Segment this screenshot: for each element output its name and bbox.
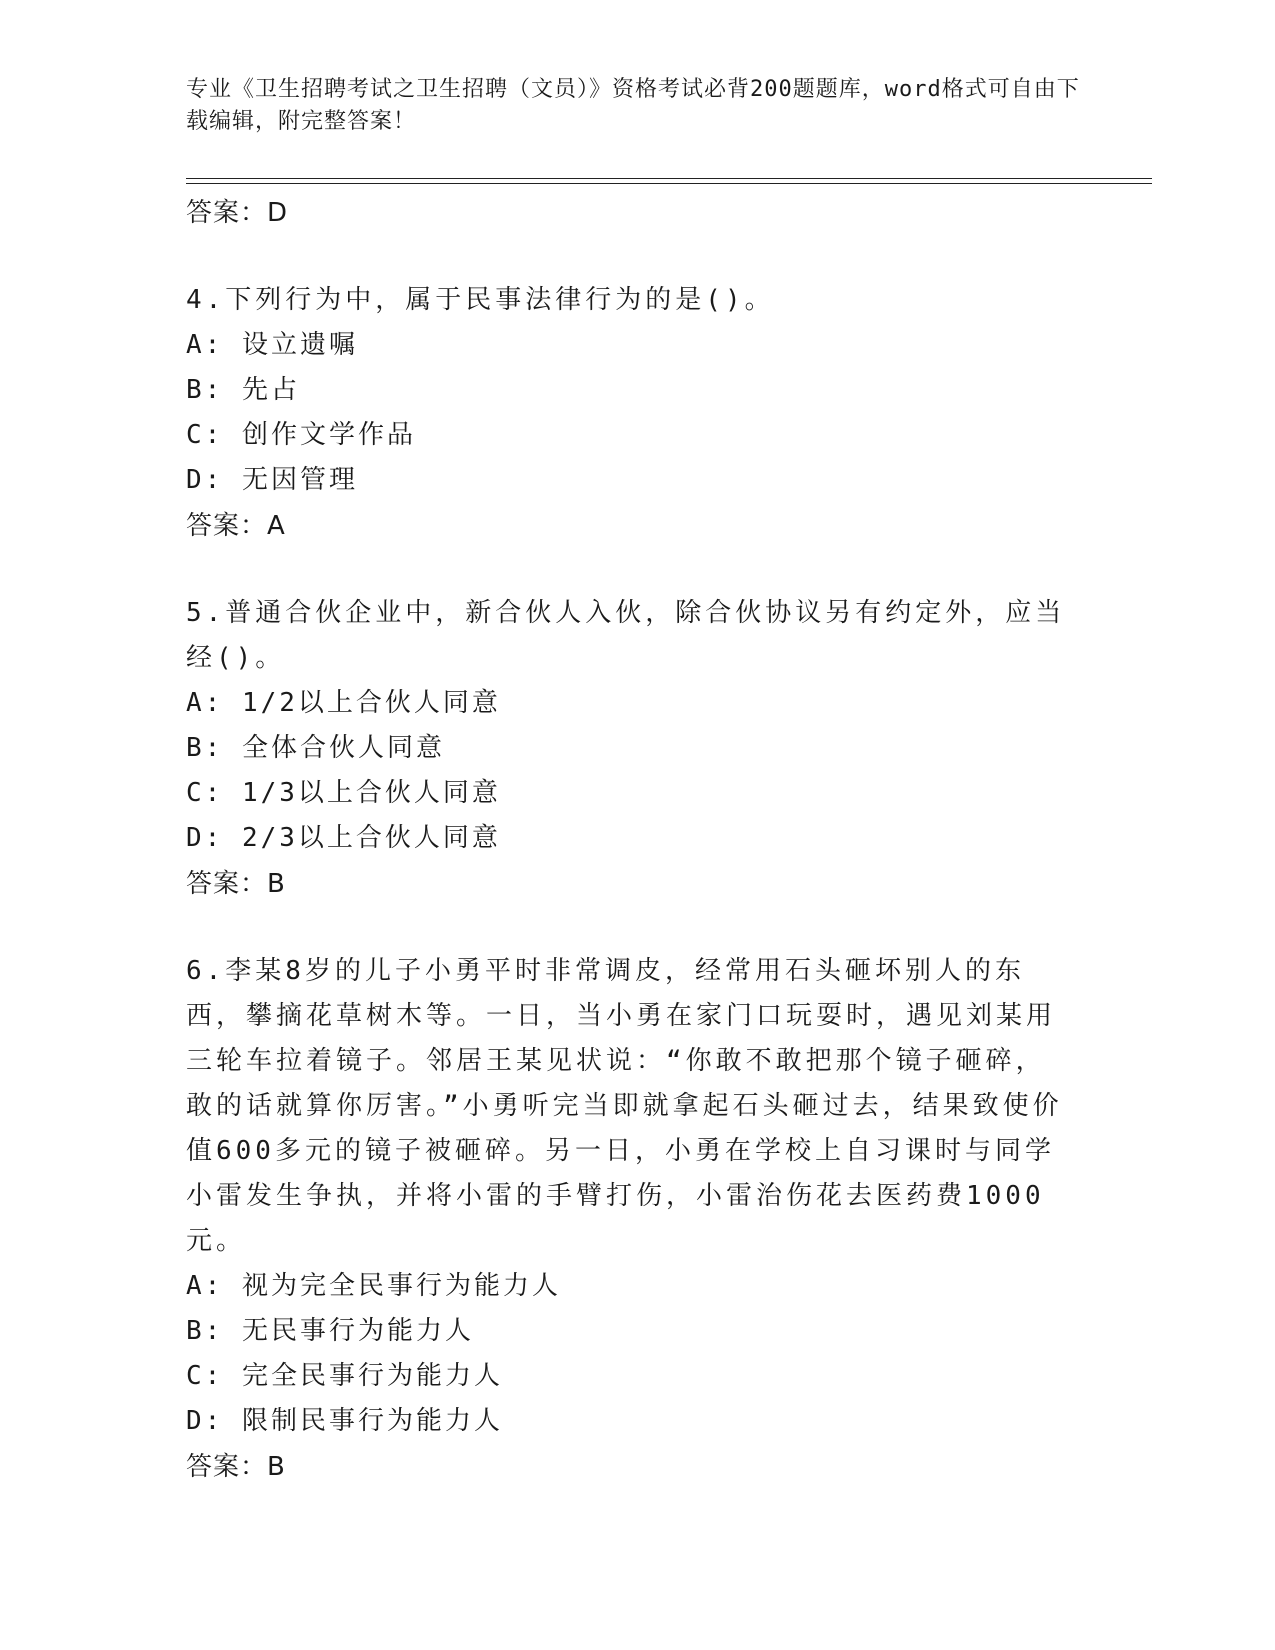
question-4 xyxy=(186,278,1066,549)
option-b: B: 无民事行为能力人 xyxy=(186,1316,474,1346)
answer-line: 答案：A xyxy=(186,511,286,541)
option-d: D: 限制民事行为能力人 xyxy=(186,1406,503,1436)
option-b: B: 先占 xyxy=(186,375,300,405)
document-header: 专业《卫生招聘考试之卫生招聘（文员）》资格考试必背200题题库，word格式可自由下载编辑，附完整答案！ xyxy=(186,77,1080,134)
question-5 xyxy=(186,591,1066,907)
question-stem: 4.下列行为中，属于民事法律行为的是()。 xyxy=(186,285,775,315)
option-c: C: 完全民事行为能力人 xyxy=(186,1361,503,1391)
option-a: A: 1/2以上合伙人同意 xyxy=(186,688,501,718)
option-a: A: 设立遗嘱 xyxy=(186,330,358,360)
answer-line: 答案：B xyxy=(186,1452,286,1482)
option-d: D: 2/3以上合伙人同意 xyxy=(186,823,501,853)
question-stem: 5.普通合伙企业中，新合伙人入伙，除合伙协议另有约定外，应当经()。 xyxy=(186,598,1066,673)
option-a: A: 视为完全民事行为能力人 xyxy=(186,1271,561,1301)
header-rule-bottom xyxy=(186,183,1152,184)
question-6 xyxy=(186,949,1066,1490)
option-c: C: 1/3以上合伙人同意 xyxy=(186,778,501,808)
document-body xyxy=(186,190,1066,1490)
answer-line: 答案：B xyxy=(186,869,286,899)
answer-line: 答案：D xyxy=(186,198,289,228)
option-d: D: 无因管理 xyxy=(186,465,358,495)
option-c: C: 创作文学作品 xyxy=(186,420,416,450)
question-stem: 6.李某8岁的儿子小勇平时非常调皮，经常用石头砸坏别人的东西，攀摘花草树木等。一日，当小勇在家门口玩耍时，遇见刘某用三轮车拉着镜子。邻居王某见状说：“你敢不敢把那个镜子砸碎，敢的话就算你厉害。”小勇听完当即就拿起石头砸过去，结果致使价值600多元的镜子被砸碎。另一日，小勇在学校上自习课时与同学小雷发生争执，并将小雷的手臂打伤，小雷治伤花去医药费1000元。 xyxy=(186,956,1063,1256)
header-rule-top xyxy=(186,178,1152,179)
option-b: B: 全体合伙人同意 xyxy=(186,733,445,763)
